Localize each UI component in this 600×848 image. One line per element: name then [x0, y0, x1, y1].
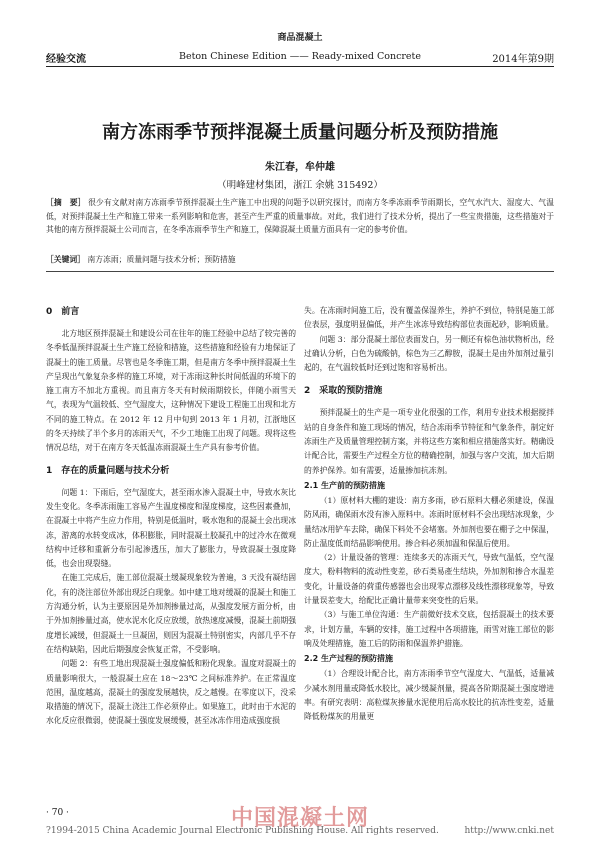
paragraph: 在施工完成后，施工部位混凝土缓凝现象较为普遍，3 天没有凝结固化，有的浇注部位外部出现泛白现象。如中建工地对缓凝的混凝土和施工方沟通分析，认为主要原因是外加剂掺量过高，从强度发展方面分析，由于外加剂掺量过高，使水泥水化反应放缓，放热速度减慢，混凝土前期强度增长减缓，但混凝土一旦凝固，则因为混凝土特别密实，内部几乎不存在结构缺陷，因此后期强度会恢复正常，不受影响。 — [46, 573, 296, 654]
page-number: · 70 · — [46, 808, 69, 818]
section-heading: 1 存在的质量问题与技术分析 — [46, 465, 170, 476]
watermark: 中国混凝土网 — [230, 806, 369, 831]
paragraph: 问题 3：部分混凝土部位表面发白，另一侧还有棕色油状物析出，经过确认分析，白色为硫酸钠，棕色为三乙醇胺，混凝土是由外加剂过量引起的，在气温较低时还到过饱和容易析出。 — [304, 334, 554, 373]
paragraph: （3）与施工单位沟通：生产前微好技术交底，包括混凝土的技术要求，计划方量，车辆的安排，施工过程中各项措施，雨雪对施工部位的影响及处理措施，施工后的防雨和保温养护措施。 — [304, 610, 554, 648]
paragraph: 失。在冻雨时间施工后，没有覆盖保湿养生，养护不到位，特别是施工部位表层，强度明显偏低，并产生冰冻导致结构部位表面起砂，影响质量。 — [304, 306, 554, 330]
paragraph: 问题 1：下雨后，空气湿度大，甚至雨水渗入混凝土中，导致水灰比发生变化。冬季冻雨施工容易产生温度梯度和湿度梯度，这些因素叠加，在混凝土中将产生应力作用，特别是低温时，吸水饱和的混凝土会出现冰冻，游离的水转变成冰，体积膨胀，同时混凝土胶凝孔中的过冷水在微观结构中迁移和重新分布引起渗透压，加大了膨胀力，导致混凝土强度降低，也会出现裂缝。 — [46, 487, 296, 569]
authors: 朱江春，牟仲雄 — [265, 162, 335, 173]
paragraph: （1）合理设计配合比，南方冻雨季节空气湿度大、气温低，适量减少减水剂用量或降低水胶比，减少缓凝剂量，提高各阶期混凝土强度增进率。有研究表明：高粒煤灰掺量水泥使用后高水胶比的抗冻性变差，适量降低粉煤灰的用量更 — [304, 669, 554, 722]
journal-name: 商品混凝土 — [277, 33, 323, 43]
paragraph: 北方地区预拌混凝土和建设公司在往年的施工经验中总结了较完善的冬季低温预拌混凝土生产施工经验和措施，这些措施和经验有力地保证了混凝土的施工质量。尽管也是冬季施工期，但是南方冬季中预拌混凝土生产呈现出气象复杂多样的施工环境，对于冻雨这种长时间低温的环境下的施工南方不加北方重视。而且南方冬天有时候雨期较长，伴随小雨雪天气，表现为气温较低、空气湿度大，这种情况下建设工程施工出现和北方不同的施工特点。在 2012 年 12 月中旬到 2013 年 1 月初，江浙地区的冬天持续了半个多月的冻雨天气，不少工地施工出现了问题。现将这些情况总结，对于在南方冬天低温冻雨混凝土生产具有参考价值。 — [46, 329, 296, 453]
journal-edition: Beton Chinese Edition —— Ready-mixed Concrete — [178, 51, 421, 62]
section-heading: 0 前言 — [46, 307, 80, 317]
copyright-footer — [46, 826, 554, 836]
subsection-heading: 2.1 生产前的预防措施 — [304, 480, 385, 490]
keywords-label: ［关键词］ — [46, 255, 85, 264]
header-divider — [46, 66, 554, 67]
paragraph: 预拌混凝土的生产是一项专业化很强的工作，利用专业技术根据搅拌站的自身条件和施工现场的情况，结合冻雨季节特征和气象条件，制定好冻雨生产及质量管理控制方案，并将这些方案和相应措施落实好。精确设计配合比，需要生产过程全方位的精确控制，加强与客户交流，加大后期的养护保养。如有需要，适量掺加抗冻剂。 — [304, 408, 554, 475]
paragraph: 问题 2：有些工地出现混凝土强度偏低和粉化现象。温度对混凝土的质量影响很大，一般混凝土应在 18～23℃ 之间标准养护。在正常温度范围，温度越高，混凝土的强度发展越快，反之越慢。在零度以下，没采取措施的情况下，混凝土浇注工作必须停止。如果施工，此时由于水泥的水化反应很微弱，使混凝土强度发展缓慢，甚至冰冻作用造成强度损 — [46, 659, 296, 726]
keywords-text: 南方冻雨；质量问题与技术分析；预防措施 — [87, 255, 236, 264]
abstract-label: ［摘 要］ — [46, 198, 86, 207]
abstract-divider — [46, 271, 554, 272]
abstract-text: 很少有文献对南方冻雨季节预拌混凝土生产施工中出现的问题予以研究探讨，而南方冬季冻雨季节雨期长，空气水汽大、湿度大、气温低，对预拌混凝土生产和施工带来一系列影响和危害，甚至产生严重的质量事故。对此，我们进行了技术分析，提出了一些宝贵措施，这些措施对于其他的南方预拌混凝土公司而言，在冬季冻雨季节生产和施工，保障混凝土质量方面具有一定的参考价值。 — [46, 198, 555, 235]
left-column — [46, 303, 296, 729]
issue-label: 2014年第9期 — [492, 54, 554, 65]
section-label: 经验交流 — [46, 54, 86, 65]
footer-url[interactable]: http://www.cnki.net — [464, 826, 554, 836]
paragraph: （1）原材料大棚的建设：南方多雨，砂石原料大棚必须建设，保温防风雨，确保雨水没有渗入原料中。冻雨时原材料不会出现结冰现象，少量结冰用铲车去除，确保下料处不会堵塞。外加剂也要在棚子之中保温，防止温度低而结晶影响使用。掺合料必须加温和保温后使用。 — [304, 495, 554, 548]
section-heading: 2 采取的预防措施 — [304, 386, 383, 397]
subsection-heading: 2.2 生产过程的预防措施 — [304, 654, 393, 664]
keywords — [46, 254, 554, 265]
article-title: 南方冻雨季节预拌混凝土质量问题分析及预防措施 — [102, 122, 498, 143]
affiliation: （明峰建材集团，浙江 余姚 315492） — [217, 180, 383, 191]
right-column — [304, 304, 554, 724]
abstract — [46, 196, 554, 237]
paragraph: （2）计量设备的管理：连续多天的冻雨天气，导致气温低，空气湿度大，粉料物料的流动性变差，砂石类易產生结块，外加剂和掺合水温差变化，计量设备的荷重传感器也会出现零点漂移及线性漂移现象等，导致计量误差变大，给配比正确计量带来突变性的后果。 — [304, 553, 554, 606]
copyright-text: ?1994-2015 China Academic Journal Electronic Publishing House. All rights reserved. — [46, 826, 439, 836]
